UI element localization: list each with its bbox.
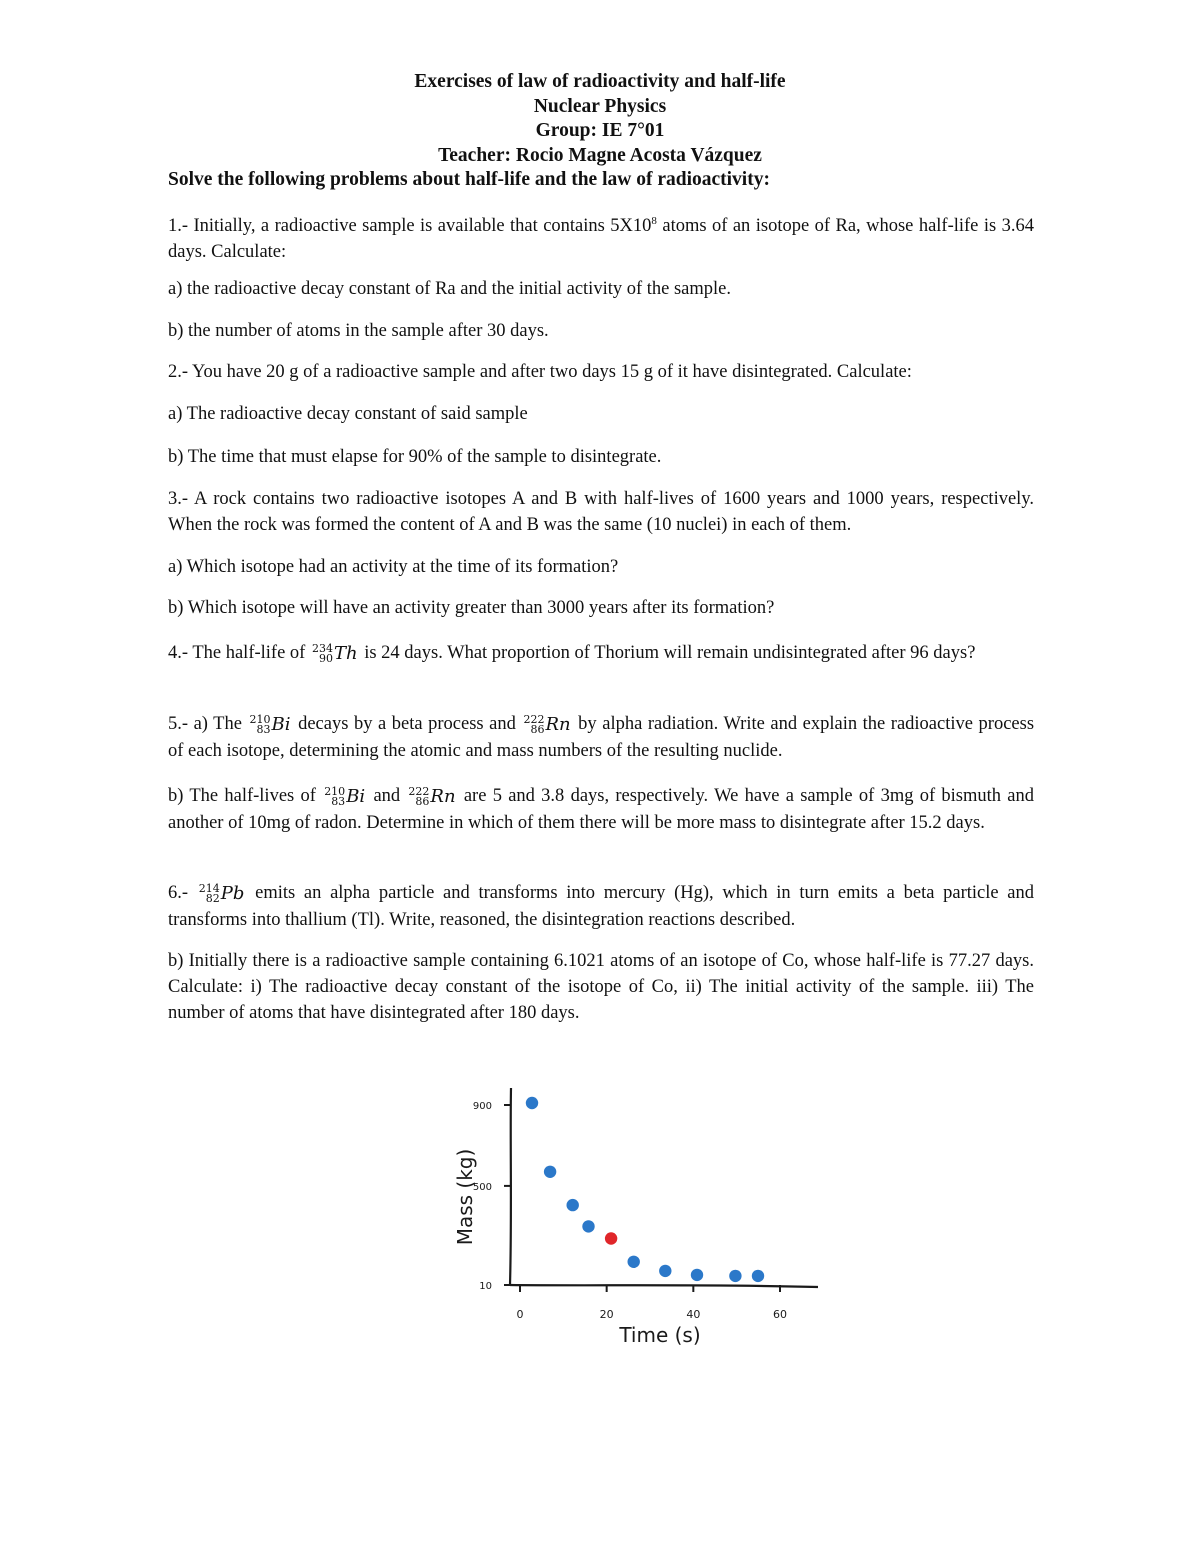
instruction-line: Solve the following problems about half-life and the law of radioactivity: (168, 169, 770, 190)
data-point-8 (691, 1269, 703, 1281)
problem-4 (168, 640, 1034, 667)
data-point-7 (659, 1265, 671, 1277)
radon-atomic-number: 86 (530, 722, 545, 736)
problem-1-part-a: a) the radioactive decay constant of Ra and the initial activity of the sample. (168, 279, 732, 299)
x-tick-label: 60 (773, 1308, 787, 1321)
y-tick-label: 10 (479, 1281, 492, 1292)
bismuth-symbol: Bi (271, 713, 291, 735)
lead-atomic-number: 82 (205, 891, 220, 905)
problem-3-intro: 3.- A rock contains two radioactive isotopes A and B with half-lives of 1600 years and 1000 years, respectively. When the rock was formed the content of A and B was the same (10 nuclei) in each of them. (168, 489, 1034, 535)
group-line: Group: IE 7°01 (535, 120, 665, 141)
problem-5b-mid: and (373, 786, 401, 806)
problem-1-part-b: b) the number of atoms in the sample after 30 days. (168, 321, 549, 341)
lead-symbol: Pb (220, 882, 245, 904)
radon-atomic-number: 86 (415, 794, 430, 808)
decay-chart (440, 1080, 840, 1360)
radon-nuclide-b (408, 784, 455, 810)
teacher-line: Teacher: Rocio Magne Acosta Vázquez (438, 144, 762, 166)
data-point-10 (752, 1270, 764, 1282)
problem-1-intro-b: atoms of an isotope of Ra, whose half-life is 3.64 days. Calculate: (168, 216, 1034, 262)
problem-5-part-b (168, 783, 1034, 836)
chart-points (526, 1097, 764, 1282)
thorium-atomic-number: 90 (318, 651, 333, 665)
x-tick-label: 0 (516, 1308, 524, 1321)
y-tick-label: 900 (472, 1101, 492, 1112)
problem-1-exponent: 8 (651, 215, 657, 227)
x-tick-label: 40 (686, 1308, 701, 1321)
lead-nuclide (199, 881, 245, 907)
bismuth-symbol: Bi (346, 785, 366, 807)
worksheet-title: Exercises of law of radioactivity and half-life (414, 71, 786, 92)
problem-5b-post: are 5 and 3.8 days, respectively. We have a sample of 3mg of bismuth and another of 10mg of radon. Determine in which of them there will be more mass to disintegrate after 15.2 days. (168, 786, 1034, 833)
problem-6-part-b: b) Initially there is a radioactive sample containing 6.1021 atoms of an isotope of Co, whose half-life is 77.27 days. Calculate: i) The radioactive decay constant of the isotope of Co, ii) The initial activity of the sample. iii) The number of atoms that have disintegrated after 180 days. (168, 951, 1034, 1023)
problem-6-post: emits an alpha particle and transforms into mercury (Hg), which in turn emits a beta particle and transforms into thallium (Tl). Write, reasoned, the disintegration reactions described. (168, 883, 1035, 930)
data-point-4 (582, 1220, 594, 1232)
thorium-mass-number: 234 (311, 641, 333, 655)
problem-4-pre: 4.- The half-life of (168, 643, 306, 663)
radon-nuclide (523, 712, 570, 738)
data-point-2 (544, 1166, 556, 1178)
data-point-9 (729, 1270, 741, 1282)
x-axis-line (510, 1285, 818, 1287)
x-tick-label: 20 (599, 1308, 614, 1321)
worksheet-header (0, 70, 1200, 168)
bismuth-mass-number: 210 (324, 784, 346, 798)
chart-axes (510, 1088, 818, 1287)
thorium-nuclide (312, 641, 358, 667)
radon-mass-number: 222 (408, 784, 430, 798)
bismuth-mass-number: 210 (249, 712, 271, 726)
x-axis-label: Time (s) (619, 1323, 701, 1347)
radon-symbol: Rn (430, 785, 456, 807)
lead-mass-number: 214 (198, 881, 220, 895)
data-point-6 (628, 1256, 640, 1268)
subject-line: Nuclear Physics (533, 95, 667, 117)
problem-3-part-a: a) Which isotope had an activity at the time of its formation? (168, 557, 619, 577)
problem-6-pre: 6.- (168, 883, 189, 903)
bismuth-nuclide (250, 712, 291, 738)
problem-2-intro: 2.- You have 20 g of a radioactive sample and after two days 15 g of it have disintegrated. Calculate: (168, 362, 912, 382)
bismuth-atomic-number: 83 (256, 722, 271, 736)
problem-1-intro (168, 208, 1034, 265)
thorium-symbol: Th (333, 642, 358, 664)
chart-ticks (473, 1101, 787, 1321)
problem-1-intro-a: 1.- Initially, a radioactive sample is available that contains 5X10 (168, 216, 652, 236)
problem-5a-pre: 5.- a) The (168, 714, 242, 734)
bismuth-nuclide-b (324, 784, 365, 810)
problem-5b-pre: b) The half-lives of (168, 786, 316, 806)
problem-4-post: is 24 days. What proportion of Thorium will remain undisintegrated after 96 days? (364, 643, 976, 663)
radon-mass-number: 222 (523, 712, 545, 726)
problem-3-part-b: b) Which isotope will have an activity greater than 3000 years after its formation? (168, 598, 775, 618)
radon-symbol: Rn (545, 713, 571, 735)
y-tick-label: 500 (472, 1181, 492, 1193)
data-point-5 (605, 1232, 617, 1244)
problem-5a-post: by alpha radiation. Write and explain the radioactive process of each isotope, determining the atomic and mass numbers of the resulting nuclide. (168, 714, 1035, 761)
problem-5-part-a (168, 711, 1034, 764)
data-point-1 (526, 1097, 538, 1109)
problem-2-part-b: b) The time that must elapse for 90% of the sample to disintegrate. (168, 447, 662, 467)
problem-5a-mid: decays by a beta process and (298, 714, 516, 734)
y-axis-label: Mass (kg) (453, 1148, 477, 1246)
problem-2-part-a: a) The radioactive decay constant of said sample (168, 404, 528, 424)
bismuth-atomic-number: 83 (331, 794, 346, 808)
problem-6 (168, 880, 1034, 933)
data-point-3 (567, 1199, 579, 1211)
